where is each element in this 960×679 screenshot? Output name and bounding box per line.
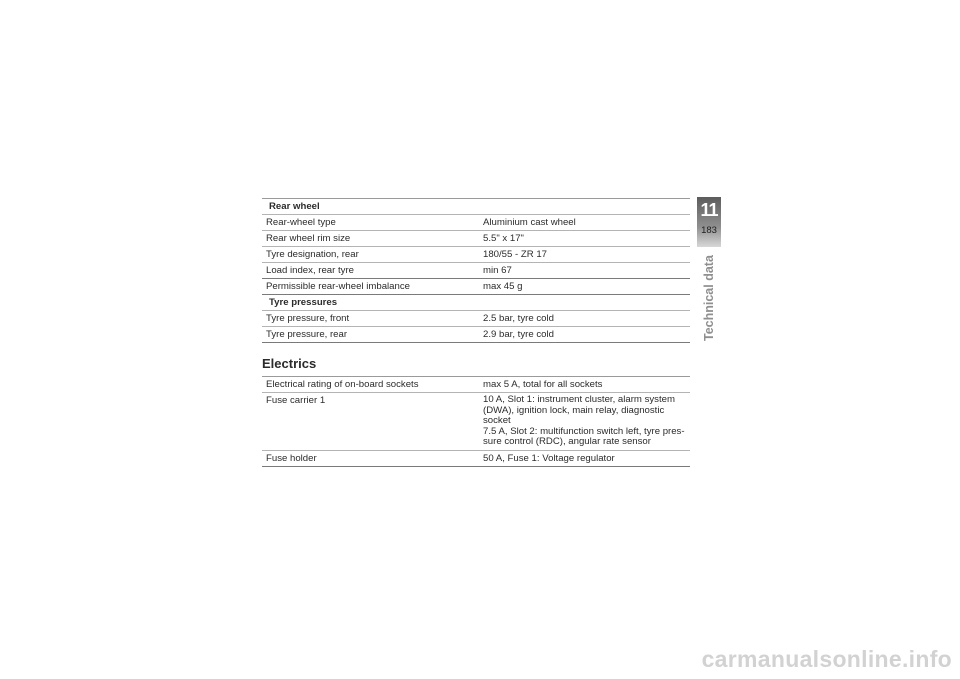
spec-value: 5.5" x 17" [483, 233, 524, 244]
spec-value: Aluminium cast wheel [483, 217, 576, 228]
spec-label: Fuse carrier 1 [266, 395, 326, 406]
spec-label: Fuse holder [266, 452, 317, 464]
rear-wheel-section [262, 198, 690, 295]
spec-document [262, 198, 690, 467]
table-row [262, 451, 690, 467]
table-row [262, 327, 690, 343]
watermark: carmanualsonline.info [701, 646, 952, 672]
electrics-section [262, 343, 690, 467]
spec-value: 2.5 bar, tyre cold [483, 313, 554, 324]
spec-value: max 5 A, total for all sockets [483, 379, 603, 390]
table-row [262, 247, 690, 263]
spec-value-line: sure control (RDC), angular rate sensor [483, 436, 651, 447]
spec-label: Permissible rear-wheel imbalance [266, 281, 410, 292]
spec-value: 180/55 - ZR 17 [483, 249, 547, 260]
spec-value: 50 A, Fuse 1: Voltage regulator [483, 452, 615, 464]
spec-value-line: 10 A, Slot 1: instrument cluster, alarm system [483, 394, 675, 405]
table-row [262, 231, 690, 247]
table-row [262, 263, 690, 279]
spec-value-line: (DWA), ignition lock, main relay, diagnostic socket [483, 404, 665, 426]
tyre-pressures-heading: Tyre pressures [262, 295, 690, 311]
electrics-title: Electrics [262, 343, 690, 377]
spec-value: max 45 g [483, 281, 523, 292]
spec-label: Electrical rating of on-board sockets [266, 379, 419, 390]
table-row [262, 393, 690, 451]
chapter-side-label: Technical data [702, 255, 716, 341]
page-number: 183 [701, 225, 717, 236]
spec-label: Rear-wheel type [266, 217, 336, 228]
spec-label: Tyre designation, rear [266, 249, 359, 260]
spec-label: Tyre pressure, rear [266, 329, 348, 340]
table-row [262, 215, 690, 231]
spec-label: Load index, rear tyre [266, 265, 354, 276]
table-row [262, 311, 690, 327]
spec-label: Tyre pressure, front [266, 313, 350, 324]
tyre-pressures-section [262, 295, 690, 343]
table-row [262, 377, 690, 393]
chapter-tab [697, 197, 721, 247]
spec-label: Rear wheel rim size [266, 233, 351, 244]
spec-value [479, 393, 690, 450]
rear-wheel-heading: Rear wheel [262, 199, 690, 215]
spec-value: 2.9 bar, tyre cold [483, 329, 554, 340]
table-row [262, 279, 690, 295]
spec-value-line: 7.5 A, Slot 2: multifunction switch left, tyre pres- [483, 425, 685, 437]
chapter-number: 11 [700, 200, 718, 220]
spec-value: min 67 [483, 265, 512, 276]
